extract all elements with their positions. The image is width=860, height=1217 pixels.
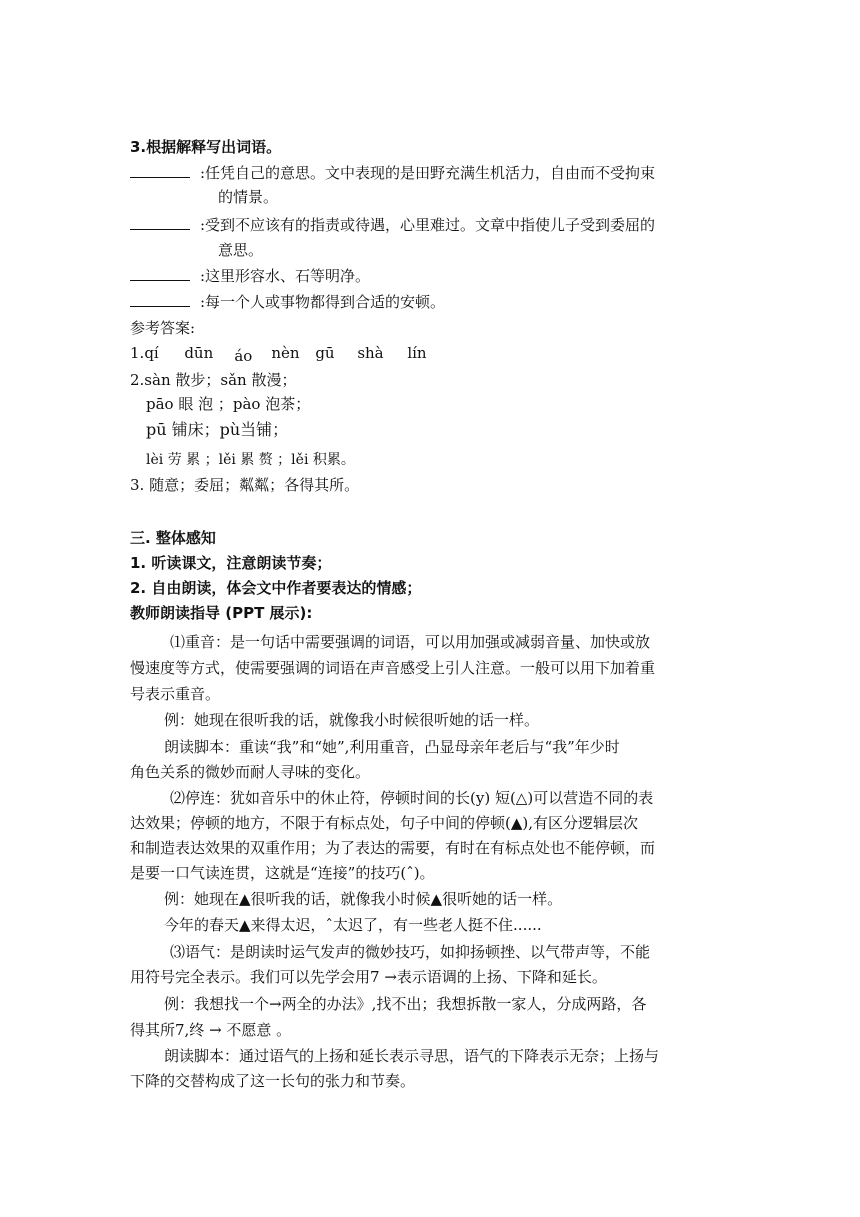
- pinyin: lín: [407, 344, 427, 362]
- definition-row-3: [130, 266, 370, 286]
- tone-paragraph: 用符号完全表示。我们可以先学会用7 →表示语调的上扬、下降和延长。: [130, 968, 607, 986]
- answer-blank: [130, 292, 190, 307]
- pause-paragraph: 和制造表达效果的双重作用；为了表达的需要，有时在有标点处也不能停顿，而: [130, 839, 656, 857]
- stress-paragraph: 号表示重音。: [130, 685, 221, 703]
- answer-3: 3. 随意；委屈；粼粼；各得其所。: [130, 476, 360, 494]
- answer-number: 1.: [130, 344, 145, 362]
- definition-continuation: 的情景。: [218, 188, 279, 206]
- task-1: 1. 听读课文，注意朗读节奏；: [130, 554, 332, 572]
- example-2-b: 今年的春天▲来得太迟，ˆ太迟了，有一些老人挺不住......: [164, 916, 542, 934]
- stress-paragraph: 慢速度等方式，使需要强调的词语在声音感受上引人注意。一般可以用下加着重: [130, 659, 656, 677]
- example-1: 例：她现在很听我的话，就像我小时候很听她的话一样。: [164, 711, 540, 729]
- definition-text: :这里形容水、石等明净。: [200, 267, 371, 285]
- pinyin: qí: [144, 344, 159, 362]
- task-2: 2. 自由朗读，体会文中作者要表达的情感；: [130, 579, 422, 597]
- example-2: 例：她现在▲很听我的话，就像我小时候▲很听她的话一样。: [164, 890, 563, 908]
- answer-2-line-4: lèi 劳 累 ；lěi 累 赘 ；lěi 积累。: [146, 452, 355, 468]
- pinyin: nèn: [271, 344, 300, 362]
- answer-blank: [130, 215, 190, 230]
- example-3: 得其所7,终 → 不愿意 。: [130, 1021, 292, 1039]
- pause-paragraph: 是要一口气读连贯，这就是“连接”的技巧(ˆ)。: [130, 864, 435, 882]
- script-3: 下降的交替构成了这一长句的张力和节奏。: [130, 1072, 416, 1090]
- tone-paragraph: ⑶语气：是朗读时运气发声的微妙技巧，如抑扬顿挫、以气带声等，不能: [170, 943, 651, 961]
- definition-row-1: [130, 163, 655, 183]
- answer-2-line-1: 2.sàn 散步；sǎn 散漫；: [130, 371, 297, 389]
- example-3: 例：我想找一个→两全的办法》,找不出；我想拆散一家人，分成两路，各: [164, 995, 647, 1013]
- definition-text: :每一个人或事物都得到合适的安顿。: [200, 293, 446, 311]
- answer-2-line-3: pū 铺床；pù当铺；: [146, 420, 289, 439]
- answer-2-line-2: pāo 眼 泡 ；pào 泡茶；: [146, 395, 311, 413]
- pinyin: dūn: [184, 344, 214, 362]
- answer-1-pinyin-row: [130, 343, 427, 363]
- pinyin: áo: [234, 347, 253, 365]
- definition-row-4: [130, 292, 445, 312]
- definition-text: :任凭自己的意思。文中表现的是田野充满生机活力，自由而不受拘束: [200, 164, 656, 182]
- pinyin: gū: [315, 344, 335, 362]
- section3-title: 3.根据解释写出词语。: [130, 138, 282, 156]
- script-1: 朗读脚本：重读“我”和“她”,利用重音，凸显母亲年老后与“我”年少时: [164, 738, 620, 756]
- stress-paragraph: ⑴重音：是一句话中需要强调的词语，可以用加强或减弱音量、加快或放: [170, 633, 651, 651]
- script-1: 角色关系的微妙而耐人寻味的变化。: [130, 763, 371, 781]
- section-heading: 三. 整体感知: [130, 529, 216, 547]
- answers-label: 参考答案:: [130, 319, 196, 337]
- script-3: 朗读脚本：通过语气的上扬和延长表示寻思，语气的下降表示无奈；上扬与: [164, 1047, 660, 1065]
- pause-paragraph: 达效果；停顿的地方，不限于有标点处，句子中间的停顿(▲),有区分逻辑层次: [130, 814, 639, 832]
- definition-row-2: [130, 215, 655, 235]
- guide-title: 教师朗读指导 (PPT 展示):: [130, 604, 313, 622]
- definition-text: :受到不应该有的指责或待遇，心里难过。文章中指使儿子受到委屈的: [200, 216, 656, 234]
- answer-blank: [130, 266, 190, 281]
- pinyin: shà: [357, 344, 384, 362]
- definition-continuation: 意思。: [218, 241, 264, 259]
- pause-paragraph: ⑵停连：犹如音乐中的休止符，停顿时间的长(y) 短(△)可以营造不同的表: [170, 789, 654, 807]
- answer-blank: [130, 163, 190, 178]
